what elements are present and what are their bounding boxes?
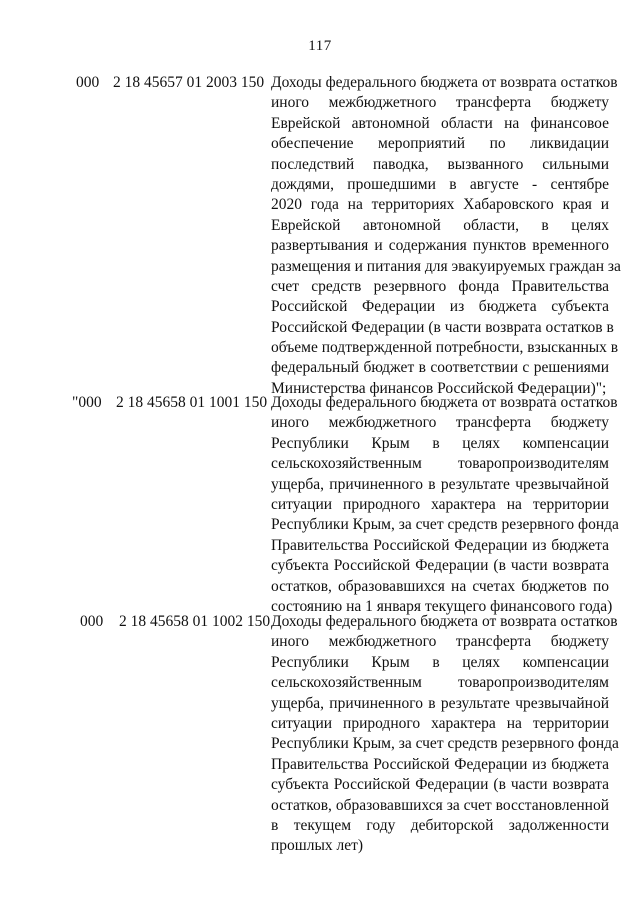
entry-description — [271, 393, 619, 617]
entry-description — [271, 612, 619, 857]
description-line: ущерба, причиненного в результате чрезвычайной — [271, 694, 609, 712]
description-line: Республики Крым в целях компенсации — [271, 434, 609, 452]
description-line: состоянию на 1 января текущего финансового года) — [271, 597, 613, 615]
description-line: федеральный бюджет в соответствии с решениями — [271, 359, 609, 377]
budget-classification-code: 2 18 45657 01 2003 150 — [113, 74, 265, 91]
description-line: обеспечение мероприятий по ликвидации — [271, 135, 609, 153]
description-line: Российской Федерации (в части возврата остатков в — [271, 318, 614, 336]
description-line: Республики Крым, за счет средств резервного фонда — [271, 735, 619, 753]
description-line: сельскохозяйственным товаропроизводителям — [271, 674, 609, 692]
description-line: в текущем году дебиторской задолженности — [271, 816, 609, 834]
description-line: последствий паводка, вызванного сильными — [271, 155, 609, 173]
page-number: 117 — [308, 38, 332, 54]
description-line: ущерба, причиненного в результате чрезвычайной — [271, 475, 609, 493]
description-line: Республики Крым, за счет средств резервного фонда — [271, 516, 619, 534]
admin-code: 000 — [76, 74, 100, 91]
admin-code: 000 — [80, 613, 104, 630]
description-line: остатков, образовавшихся за счет восстановленной — [271, 796, 609, 814]
description-line: Республики Крым в целях компенсации — [271, 653, 609, 671]
description-line: иного межбюджетного трансферта бюджету — [271, 94, 609, 112]
description-line: объеме подтвержденной потребности, взысканных в — [271, 339, 619, 357]
description-line: Еврейской автономной области на финансовое — [271, 114, 609, 132]
description-line: Еврейской автономной области, в целях — [271, 216, 609, 234]
description-line: ситуации природного характера на территории — [271, 495, 609, 513]
description-line: Доходы федерального бюджета от возврата остатков — [271, 394, 618, 411]
description-line: Правительства Российской Федерации из бюджета — [271, 755, 609, 773]
description-line: Доходы федерального бюджета от возврата остатков — [271, 613, 618, 630]
description-line: субъекта Российской Федерации (в части возврата — [271, 776, 609, 794]
description-line: дождями, прошедшими в августе - сентябре — [271, 175, 609, 193]
description-line: Министерства финансов Российской Федерации)"; — [271, 379, 607, 397]
description-line: Доходы федерального бюджета от возврата остатков — [271, 74, 618, 91]
description-line: ситуации природного характера на территории — [271, 714, 609, 732]
description-line: Российской Федерации из бюджета субъекта — [271, 298, 609, 316]
description-line: сельскохозяйственным товаропроизводителям — [271, 455, 609, 473]
entry-description — [271, 73, 621, 399]
admin-code: "000 — [72, 394, 102, 411]
description-line: субъекта Российской Федерации (в части возврата — [271, 557, 609, 575]
budget-classification-code: 2 18 45658 01 1001 150 — [116, 394, 268, 411]
budget-classification-code: 2 18 45658 01 1002 150 — [119, 613, 271, 630]
description-line: иного межбюджетного трансферта бюджету — [271, 633, 609, 651]
description-line: прошлых лет) — [271, 837, 364, 855]
description-line: остатков, образовавшихся на счетах бюджетов по — [271, 577, 609, 595]
description-line: Правительства Российской Федерации из бюджета — [271, 536, 609, 554]
description-line: развертывания и содержания пунктов временного — [271, 237, 609, 255]
description-line: счет средств резервного фонда Правительства — [271, 277, 609, 295]
description-line: иного межбюджетного трансферта бюджету — [271, 414, 609, 432]
description-line: 2020 года на территориях Хабаровского края и — [271, 196, 609, 214]
description-line: размещения и питания для эвакуируемых граждан за — [271, 257, 621, 275]
